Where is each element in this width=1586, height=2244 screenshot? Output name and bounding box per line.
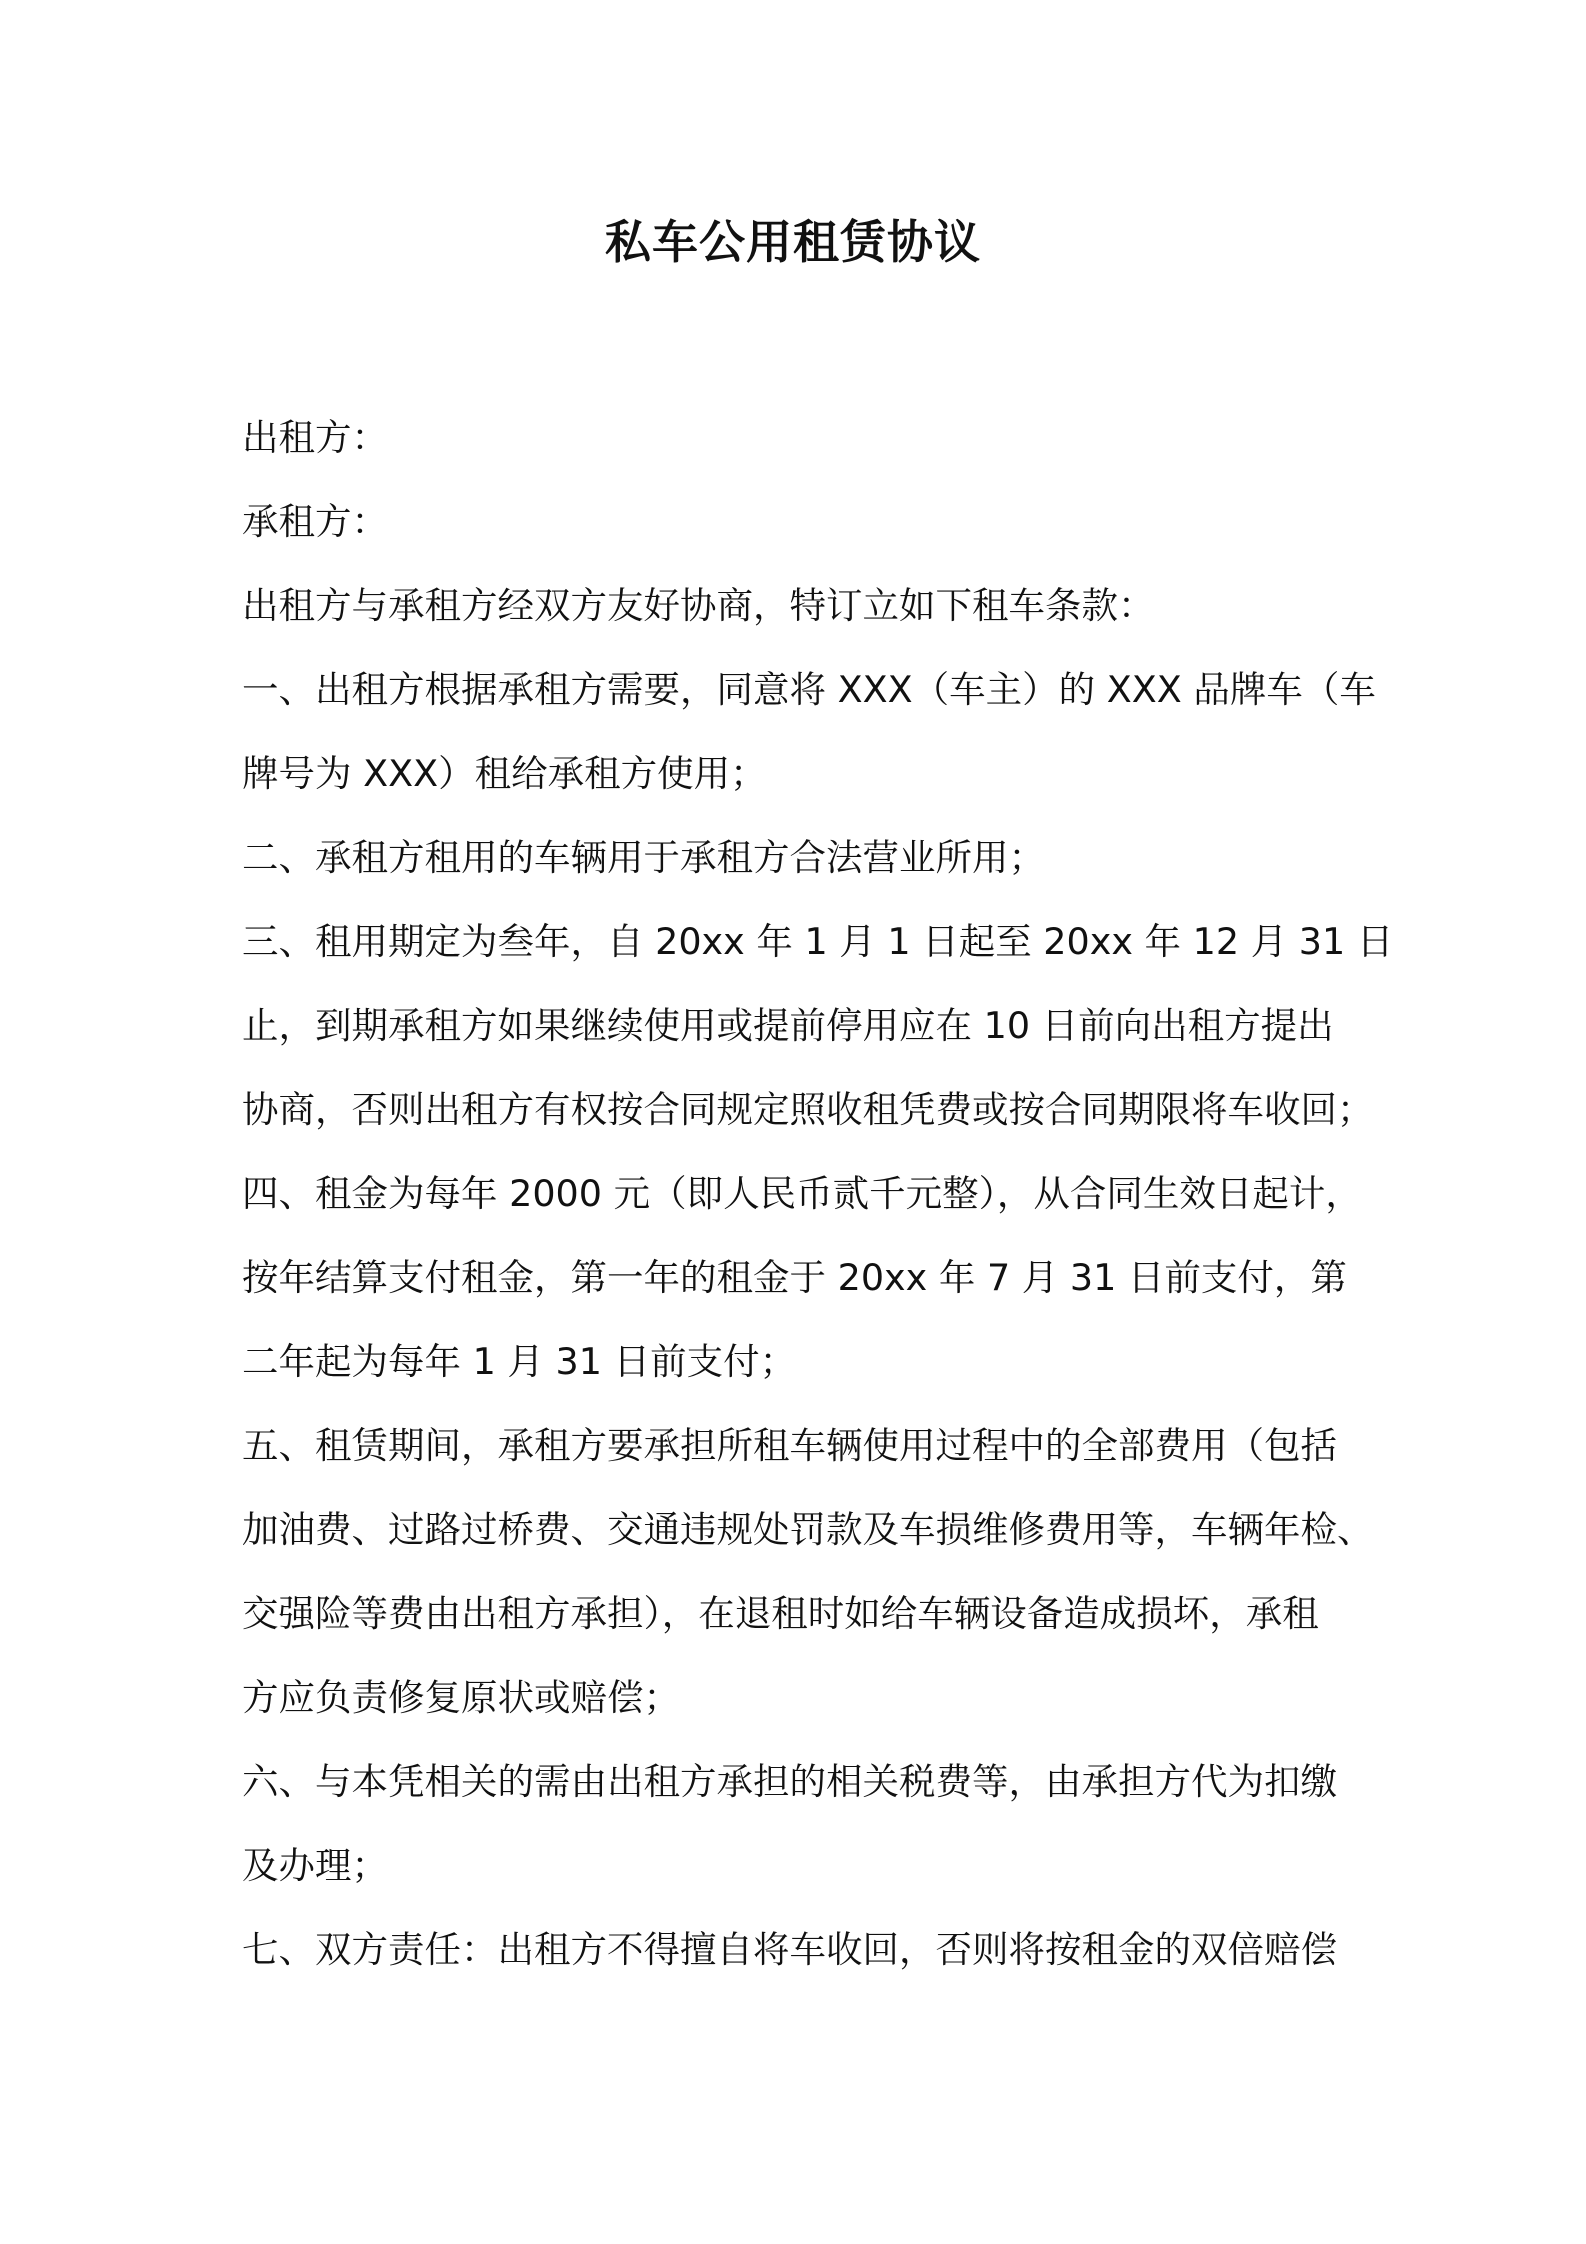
lessor-line: 出租方： — [242, 416, 388, 459]
clause-5-line-4: 方应负责修复原状或赔偿； — [242, 1676, 680, 1719]
clause-3-line-1: 三、租用期定为叁年，自 20xx 年 1 月 1 日起至 20xx 年 12 月 31 日 — [242, 920, 1394, 963]
clause-4-line-3: 二年起为每年 1 月 31 日前支付； — [242, 1340, 797, 1383]
clause-7-line-1: 七、双方责任：出租方不得擅自将车收回，否则将按租金的双倍赔偿 — [242, 1928, 1337, 1971]
clause-5-line-1: 五、租赁期间，承租方要承担所租车辆使用过程中的全部费用（包括 — [242, 1424, 1337, 1467]
clause-5-line-2: 加油费、过路过桥费、交通违规处罚款及车损维修费用等，车辆年检、 — [242, 1508, 1374, 1551]
clause-6-line-2: 及办理； — [242, 1844, 388, 1887]
document-title: 私车公用租赁协议 — [605, 215, 981, 269]
clause-1-line-1: 一、出租方根据承租方需要，同意将 XXX（车主）的 XXX 品牌车（车 — [242, 668, 1376, 711]
clause-3-line-2: 止，到期承租方如果继续使用或提前停用应在 10 日前向出租方提出 — [242, 1004, 1334, 1047]
clause-3-line-3: 协商，否则出租方有权按合同规定照收租凭费或按合同期限将车收回； — [242, 1088, 1374, 1131]
clause-1-line-2: 牌号为 XXX）租给承租方使用； — [242, 752, 767, 795]
clause-6-line-1: 六、与本凭相关的需由出租方承担的相关税费等，由承担方代为扣缴 — [242, 1760, 1337, 1803]
clause-4-line-1: 四、租金为每年 2000 元（即人民币贰千元整），从合同生效日起计， — [242, 1172, 1362, 1215]
clause-5-line-3: 交强险等费由出租方承担），在退租时如给车辆设备造成损坏，承租 — [242, 1592, 1319, 1635]
intro-line: 出租方与承租方经双方友好协商，特订立如下租车条款： — [242, 584, 1155, 627]
clause-4-line-2: 按年结算支付租金，第一年的租金于 20xx 年 7 月 31 日前支付，第 — [242, 1256, 1347, 1299]
lessee-line: 承租方： — [242, 500, 388, 543]
clause-2-line-1: 二、承租方租用的车辆用于承租方合法营业所用； — [242, 836, 1045, 879]
